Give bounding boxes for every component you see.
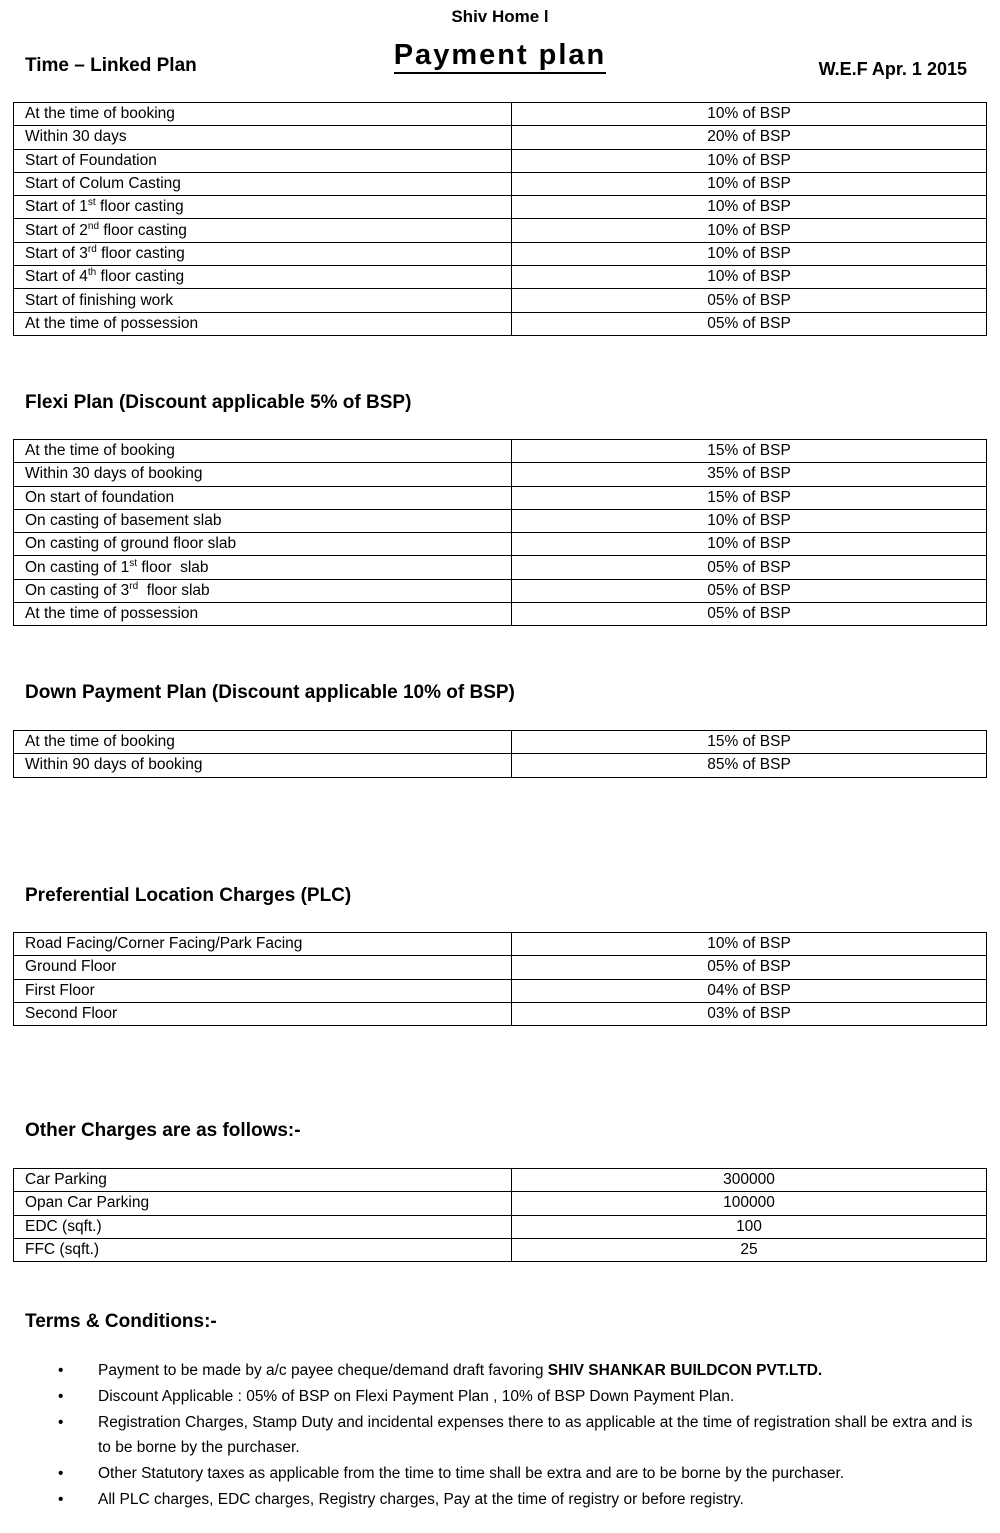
stage-text: Start of 4: [25, 268, 88, 286]
amount-cell: 15% of BSP: [512, 486, 987, 509]
terms-heading: Terms & Conditions:-: [25, 1311, 217, 1332]
stage-cell: Ground Floor: [14, 956, 512, 979]
table-row: [14, 172, 987, 195]
stage-cell: On casting of ground floor slab: [14, 533, 512, 556]
term-text: Registration Charges, Stamp Duty and incidental expenses there to as applicable at the time of registration shall be extra and is to be borne by the purchaser.: [98, 1413, 977, 1457]
other-charges-table: [13, 1168, 987, 1262]
stage-cell: Within 30 days of booking: [14, 463, 512, 486]
stage-cell: FFC (sqft.): [14, 1238, 512, 1261]
amount-cell: 05% of BSP: [512, 556, 987, 579]
amount-cell: 05% of BSP: [512, 289, 987, 312]
effective-date: W.E.F Apr. 1 2015: [818, 59, 967, 79]
stage-cell: At the time of booking: [14, 103, 512, 126]
stage-text: On casting of 3: [25, 581, 130, 599]
stage-cell: At the time of possession: [14, 603, 512, 626]
table-row: [14, 440, 987, 463]
table-row: [14, 196, 987, 219]
table-row: [14, 486, 987, 509]
amount-cell: 10% of BSP: [512, 533, 987, 556]
bullet-icon: •: [58, 1362, 64, 1379]
stage-cell: [14, 556, 512, 579]
amount-cell: 10% of BSP: [512, 266, 987, 289]
stage-cell: [14, 266, 512, 289]
stage-cell: Start of finishing work: [14, 289, 512, 312]
table-row: [14, 103, 987, 126]
table-row: [14, 266, 987, 289]
term-item: [25, 1461, 975, 1487]
ordinal-suffix: st: [87, 197, 96, 209]
stage-text: floor slab: [137, 558, 209, 576]
stage-text: Start of 3: [25, 244, 88, 262]
stage-cell: Start of Foundation: [14, 149, 512, 172]
time-linked-plan-table: [13, 102, 987, 336]
stage-cell: Opan Car Parking: [14, 1192, 512, 1215]
table-row: [14, 533, 987, 556]
amount-cell: 20% of BSP: [512, 126, 987, 149]
time-linked-plan-heading: Time – Linked Plan: [25, 55, 197, 76]
stage-cell: Second Floor: [14, 1002, 512, 1025]
amount-cell: 10% of BSP: [512, 933, 987, 956]
table-row: [14, 1192, 987, 1215]
stage-cell: EDC (sqft.): [14, 1215, 512, 1238]
table-row: [14, 289, 987, 312]
amount-cell: 10% of BSP: [512, 242, 987, 265]
term-item: [25, 1410, 975, 1462]
stage-cell: Car Parking: [14, 1169, 512, 1192]
plc-heading: Preferential Location Charges (PLC): [25, 885, 352, 906]
amount-cell: 300000: [512, 1169, 987, 1192]
stage-cell: [14, 579, 512, 602]
stage-text: On casting of 1: [25, 558, 130, 576]
amount-cell: 03% of BSP: [512, 1002, 987, 1025]
terms-list: [25, 1358, 975, 1513]
table-row: [14, 933, 987, 956]
ordinal-suffix: nd: [87, 220, 100, 232]
stage-text: floor casting: [99, 221, 187, 239]
amount-cell: 35% of BSP: [512, 463, 987, 486]
term-text: Other Statutory taxes as applicable from the time to time shall be extra and are to be borne by the purchaser.: [98, 1465, 845, 1483]
amount-cell: 100000: [512, 1192, 987, 1215]
amount-cell: 15% of BSP: [512, 440, 987, 463]
stage-cell: First Floor: [14, 979, 512, 1002]
table-row: [14, 579, 987, 602]
stage-text: floor casting: [96, 268, 185, 286]
stage-cell: Within 90 days of booking: [14, 754, 512, 777]
amount-cell: 10% of BSP: [512, 196, 987, 219]
table-row: [14, 603, 987, 626]
stage-cell: On start of foundation: [14, 486, 512, 509]
stage-text: floor casting: [96, 244, 185, 262]
amount-cell: 25: [512, 1238, 987, 1261]
table-row: [14, 731, 987, 754]
stage-cell: At the time of possession: [14, 312, 512, 335]
plc-table: [13, 932, 987, 1026]
amount-cell: 15% of BSP: [512, 731, 987, 754]
amount-cell: 100: [512, 1215, 987, 1238]
term-text: Discount Applicable : 05% of BSP on Flexi Payment Plan , 10% of BSP Down Payment Plan.: [98, 1387, 735, 1405]
down-payment-plan-table: [13, 730, 987, 778]
ordinal-suffix: th: [87, 267, 97, 279]
ordinal-suffix: st: [129, 557, 138, 569]
bullet-icon: •: [58, 1413, 64, 1431]
table-row: [14, 956, 987, 979]
amount-cell: 05% of BSP: [512, 603, 987, 626]
amount-cell: 04% of BSP: [512, 979, 987, 1002]
amount-cell: 10% of BSP: [512, 103, 987, 126]
table-row: [14, 556, 987, 579]
table-row: [14, 312, 987, 335]
table-row: [14, 219, 987, 242]
table-row: [14, 126, 987, 149]
table-row: [14, 1169, 987, 1192]
table-row: [14, 463, 987, 486]
amount-cell: 10% of BSP: [512, 509, 987, 532]
amount-cell: 05% of BSP: [512, 579, 987, 602]
flexi-plan-table: [13, 439, 987, 626]
term-text: Payment to be made by a/c payee cheque/demand draft favoring: [98, 1362, 548, 1379]
stage-text: Start of 2: [25, 221, 88, 239]
page-title: Payment plan: [394, 39, 607, 74]
stage-cell: [14, 196, 512, 219]
stage-cell: At the time of booking: [14, 440, 512, 463]
amount-cell: 10% of BSP: [512, 219, 987, 242]
down-payment-plan-heading: Down Payment Plan (Discount applicable 10% of BSP): [25, 682, 515, 703]
table-row: [14, 1215, 987, 1238]
project-name: Shiv Home l: [451, 7, 549, 26]
amount-cell: 85% of BSP: [512, 754, 987, 777]
term-item: [25, 1384, 975, 1410]
stage-cell: [14, 242, 512, 265]
other-charges-heading: Other Charges are as follows:-: [25, 1120, 301, 1141]
table-row: [14, 149, 987, 172]
bullet-icon: •: [58, 1387, 64, 1405]
stage-cell: [14, 219, 512, 242]
amount-cell: 10% of BSP: [512, 172, 987, 195]
amount-cell: 05% of BSP: [512, 312, 987, 335]
table-row: [14, 1002, 987, 1025]
term-item: [25, 1358, 975, 1384]
stage-text: floor slab: [138, 581, 210, 599]
term-text: All PLC charges, EDC charges, Registry charges, Pay at the time of registry or before registry.: [98, 1490, 744, 1508]
amount-cell: 05% of BSP: [512, 956, 987, 979]
table-row: [14, 754, 987, 777]
stage-cell: On casting of basement slab: [14, 509, 512, 532]
ordinal-suffix: rd: [87, 243, 97, 255]
table-row: [14, 1238, 987, 1261]
term-item: [25, 1487, 975, 1513]
ordinal-suffix: rd: [129, 580, 139, 592]
bullet-icon: •: [58, 1490, 64, 1508]
table-row: [14, 509, 987, 532]
stage-cell: Within 30 days: [14, 126, 512, 149]
stage-text: Start of 1: [25, 198, 88, 216]
table-row: [14, 979, 987, 1002]
stage-cell: Road Facing/Corner Facing/Park Facing: [14, 933, 512, 956]
stage-text: floor casting: [95, 198, 184, 216]
bullet-icon: •: [58, 1465, 64, 1483]
stage-cell: Start of Colum Casting: [14, 172, 512, 195]
amount-cell: 10% of BSP: [512, 149, 987, 172]
company-name: SHIV SHANKAR BUILDCON PVT.LTD.: [547, 1362, 823, 1379]
flexi-plan-heading: Flexi Plan (Discount applicable 5% of BSP): [25, 392, 412, 413]
stage-cell: At the time of booking: [14, 731, 512, 754]
table-row: [14, 242, 987, 265]
